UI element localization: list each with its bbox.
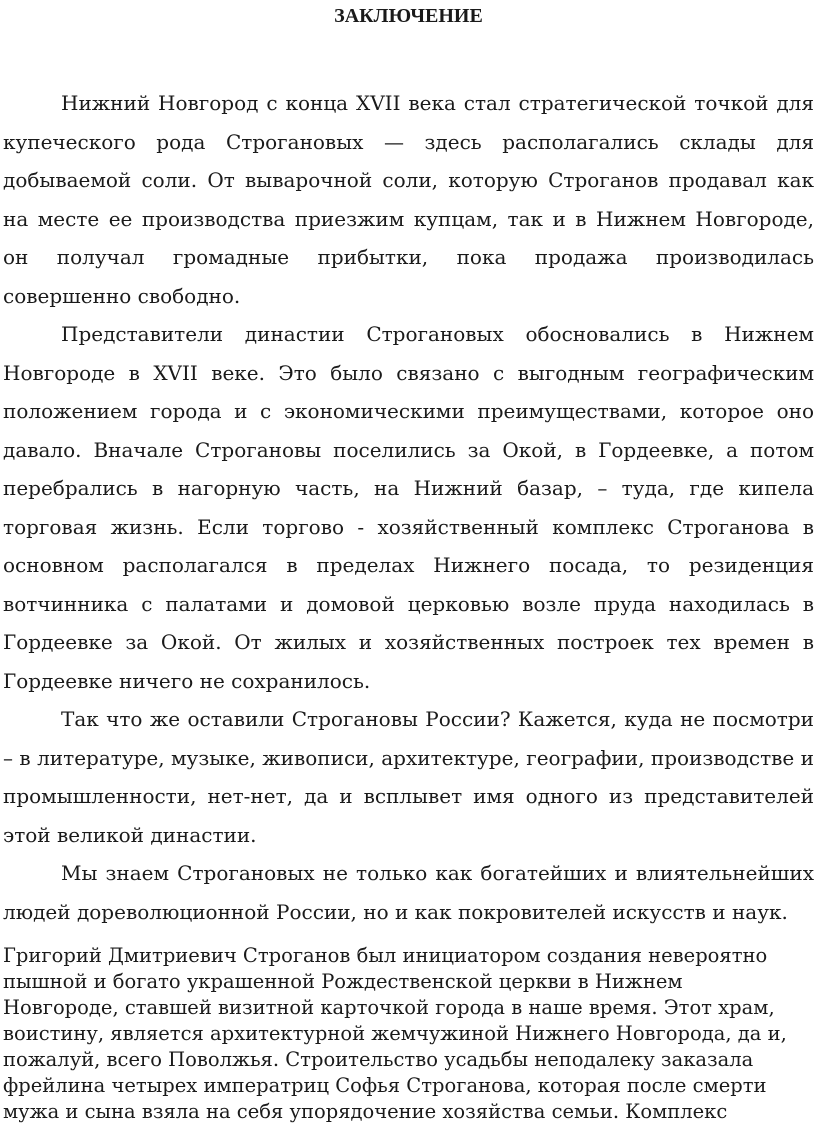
closing-line: пожалуй, всего Поволжья. Строительство усадьбы неподалеку заказала: [3, 1048, 754, 1071]
closing-line: пышной и богато украшенной Рождественской церкви в Нижнем: [3, 970, 683, 993]
closing-line: фрейлина четырех императриц Софья Строганова, которая после смерти: [3, 1074, 767, 1097]
closing-line: мужа и сына взяла на себя упорядочение хозяйства семьи. Комплекс: [3, 1100, 728, 1123]
paragraph-1: Нижний Новгород с конца XVII века стал стратегической точкой для купеческого рода Строгановых — здесь располагались склады для добываемой соли. От выварочной соли, которую Строганов продавал как на месте ее производства приезжим купцам, так и в Нижнем Новгороде, он получал громадные прибытки, пока продажа производилась совершенно свободно.: [3, 91, 814, 308]
paragraph-3: Так что же оставили Строгановы России? Кажется, куда не посмотри – в литературе, музыке, живописи, архитектуре, географии, производстве и промышленности, нет-нет, да и всплывет имя одного из представителей этой великой династии.: [3, 707, 814, 847]
closing-line: воистину, является архитектурной жемчужиной Нижнего Новгорода, да и,: [3, 1022, 787, 1045]
paragraph-4: Мы знаем Строгановых не только как богатейших и влиятельнейших людей дореволюционной России, но и как покровителей искусств и наук.: [3, 861, 814, 924]
closing-paragraph: [3, 943, 814, 1125]
closing-line: Новгороде, ставшей визитной карточкой города в наше время. Этот храм,: [3, 996, 775, 1019]
closing-line: Григорий Дмитриевич Строганов был инициатором создания невероятно: [3, 944, 768, 967]
paragraph-2: Представители династии Строгановых обосновались в Нижнем Новгороде в XVII веке. Это было связано с выгодным географическим положением города и с экономическими преимуществами, которое оно давало. Вначале Строгановы поселились за Окой, в Гордеевке, а потом перебрались в нагорную часть, на Нижний базар, – туда, где кипела торговая жизнь. Если торгово - хозяйственный комплекс Строганова в основном располагался в пределах Нижнего посада, то резиденция вотчинника с палатами и домовой церковью возле пруда находилась в Гордеевке за Окой. От жилых и хозяйственных построек тех времен в Гордеевке ничего не сохранилось.: [3, 322, 814, 693]
page-title: ЗАКЛЮЧЕНИЕ: [334, 5, 483, 27]
